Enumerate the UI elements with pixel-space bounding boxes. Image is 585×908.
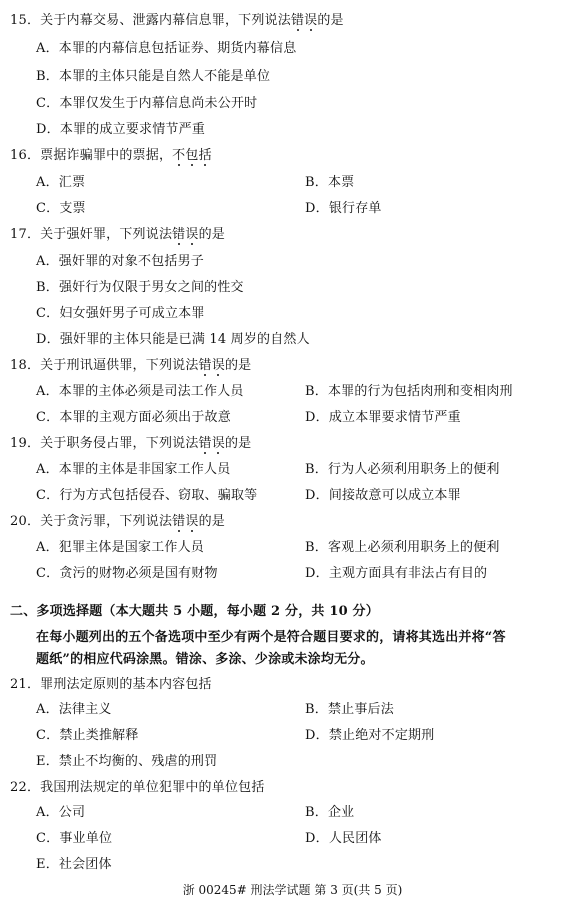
question-19-option-c: C．行为方式包括侵吞、窃取、骗取等	[36, 488, 258, 503]
emphasis-text	[172, 227, 198, 242]
question-21-option-e: E．禁止不均衡的、残虐的刑罚	[36, 754, 218, 769]
page-footer: 浙 00245# 刑法学试题 第 3 页(共 5 页)	[182, 883, 403, 897]
question-16-option-a: A．汇票	[36, 175, 86, 190]
question-21-option-b: B．禁止事后法	[305, 702, 394, 717]
question-19-option-a: A．本罪的主体是非国家工作人员	[36, 462, 231, 477]
question-15-option-b: B．本罪的主体只能是自然人不能是单位	[36, 69, 271, 84]
question-16-option-c: C．支票	[36, 201, 86, 216]
question-22-option-a: A．公司	[36, 805, 86, 820]
question-17-option-a: A．强奸罪的对象不包括男子	[36, 254, 204, 269]
emphasis-char: 错	[198, 358, 212, 373]
question-15-option-d: D．本罪的成立要求情节严重	[36, 122, 206, 137]
question-19-stem: 19．关于职务侵占罪，下列说法错误的是	[10, 436, 252, 451]
question-19-option-d: D．间接故意可以成立本罪	[305, 488, 461, 503]
question-15-stem: 15．关于内幕交易、泄露内幕信息罪，下列说法错误的是	[10, 13, 344, 28]
emphasis-char: 错	[172, 227, 186, 242]
emphasis-char: 不	[172, 148, 186, 163]
question-16-option-d: D．银行存单	[305, 201, 382, 216]
section-heading: 二、多项选择题（本大题共 5 小题，每小题 2 分，共 10 分）	[10, 604, 379, 619]
emphasis-char: 误	[211, 436, 225, 451]
question-17-option-d: D．强奸罪的主体只能是已满 14 周岁的自然人	[36, 332, 310, 347]
emphasis-char: 错	[290, 13, 305, 28]
question-21-stem: 21．罪刑法定原则的基本内容包括	[10, 677, 212, 692]
emphasis-char: 括	[198, 148, 212, 163]
question-20-stem: 20．关于贪污罪，下列说法错误的是	[10, 514, 225, 529]
question-22-stem: 22．我国刑法规定的单位犯罪中的单位包括	[10, 780, 265, 795]
question-15-option-c: C．本罪仅发生于内幕信息尚未公开时	[36, 96, 258, 111]
question-17-option-b: B．强奸行为仅限于男女之间的性交	[36, 280, 244, 295]
emphasis-char: 错	[198, 436, 212, 451]
emphasis-text	[172, 514, 198, 529]
question-18-option-c: C．本罪的主观方面必须出于故意	[36, 410, 231, 425]
question-16-stem: 16．票据诈骗罪中的票据，不包括	[10, 148, 212, 163]
question-21-option-c: C．禁止类推解释	[36, 728, 139, 743]
question-22-option-d: D．人民团体	[305, 831, 382, 846]
emphasis-text	[172, 148, 212, 163]
emphasis-char: 错	[172, 514, 186, 529]
question-21-option-d: D．禁止绝对不定期刑	[305, 728, 435, 743]
emphasis-char: 误	[185, 227, 199, 242]
section-instruction-line-2: 题纸”的相应代码涂黑。错涂、多涂、少涂或未涂均无分。	[36, 652, 374, 667]
question-22-option-e: E．社会团体	[36, 857, 112, 872]
question-20-option-b: B．客观上必须利用职务上的便利	[305, 540, 500, 555]
question-20-option-a: A．犯罪主体是国家工作人员	[36, 540, 204, 555]
question-20-option-c: C．贪污的财物必须是国有财物	[36, 566, 218, 581]
emphasis-text	[199, 436, 225, 451]
section-instruction-line-1: 在每小题列出的五个备选项中至少有两个是符合题目要求的，请将其选出并将“答	[36, 630, 506, 645]
question-18-option-d: D．成立本罪要求情节严重	[305, 410, 461, 425]
question-15-option-a: A．本罪的内幕信息包括证券、期货内幕信息	[36, 41, 297, 56]
question-22-option-c: C．事业单位	[36, 831, 113, 846]
question-18-stem: 18．关于刑讯逼供罪，下列说法错误的是	[10, 358, 252, 373]
question-22-option-b: B．企业	[305, 805, 355, 820]
emphasis-text	[291, 13, 317, 28]
emphasis-char: 包	[185, 148, 199, 163]
question-19-option-b: B．行为人必须利用职务上的便利	[305, 462, 500, 477]
emphasis-char: 误	[304, 13, 318, 28]
question-17-stem: 17．关于强奸罪，下列说法错误的是	[10, 227, 225, 242]
question-16-option-b: B．本票	[305, 175, 355, 190]
emphasis-char: 误	[185, 514, 199, 529]
emphasis-text	[199, 358, 225, 373]
question-18-option-b: B．本罪的行为包括肉刑和变相肉刑	[305, 384, 513, 399]
question-18-option-a: A．本罪的主体必须是司法工作人员	[36, 384, 244, 399]
question-20-option-d: D．主观方面具有非法占有目的	[305, 566, 488, 581]
question-17-option-c: C．妇女强奸男子可成立本罪	[36, 306, 205, 321]
question-21-option-a: A．法律主义	[36, 702, 112, 717]
emphasis-char: 误	[211, 358, 225, 373]
